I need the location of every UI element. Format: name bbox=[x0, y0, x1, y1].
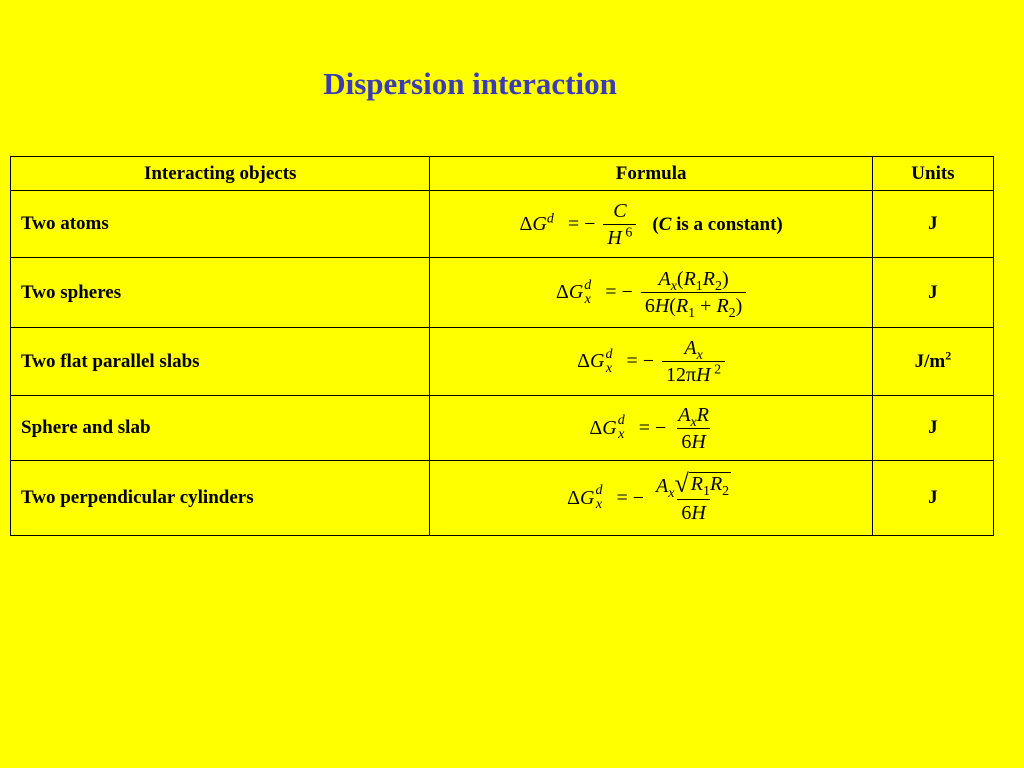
formula-cell bbox=[430, 461, 872, 536]
table-row bbox=[11, 328, 994, 396]
formula-cell bbox=[430, 258, 872, 328]
unit-cell: $J/m^2$ bbox=[872, 328, 993, 396]
unit-cell: J bbox=[872, 396, 993, 461]
formula: $\Delta G^d$ = − $\frac{C}{H ^6}$ bbox=[520, 200, 637, 249]
formula: ΔG d x = − $\frac{A_x(R_1R_2)}{6H(R_1 + R_2)}$ bbox=[556, 268, 746, 317]
formula: ΔG d x = − $\frac{A_x}{12\pi H ^2}$ bbox=[577, 337, 725, 386]
square-root-icon: √ $R_1R_2$ bbox=[674, 469, 730, 499]
unit-cell: J bbox=[872, 258, 993, 328]
formula-cell bbox=[430, 396, 872, 461]
unit-cell: J bbox=[872, 191, 993, 258]
table-row bbox=[11, 191, 994, 258]
table-row bbox=[11, 461, 994, 536]
object-cell: Two flat parallel slabs bbox=[11, 328, 430, 396]
formula-cell bbox=[430, 328, 872, 396]
dispersion-table bbox=[10, 156, 994, 536]
formula-note: (C is a constant) bbox=[652, 213, 783, 235]
table-header-row bbox=[11, 157, 994, 191]
column-header-units: Units bbox=[872, 157, 993, 191]
formula: ΔG d x = − $\frac{A_xR}{6H}$ bbox=[589, 403, 709, 453]
page-title: Dispersion interaction bbox=[323, 66, 617, 101]
table-row bbox=[11, 396, 994, 461]
formula-cell bbox=[430, 191, 872, 258]
unit-cell: J bbox=[872, 461, 993, 536]
object-cell: Two perpendicular cylinders bbox=[11, 461, 430, 536]
column-header-objects: Interacting objects bbox=[11, 157, 430, 191]
object-cell: Two spheres bbox=[11, 258, 430, 328]
object-cell: Two atoms bbox=[11, 191, 430, 258]
column-header-formula: Formula bbox=[430, 157, 872, 191]
object-cell: Sphere and slab bbox=[11, 396, 430, 461]
table-row bbox=[11, 258, 994, 328]
formula: ΔG d x = − $A_x$ √ $R_1R_2$ 6H bbox=[567, 469, 730, 524]
